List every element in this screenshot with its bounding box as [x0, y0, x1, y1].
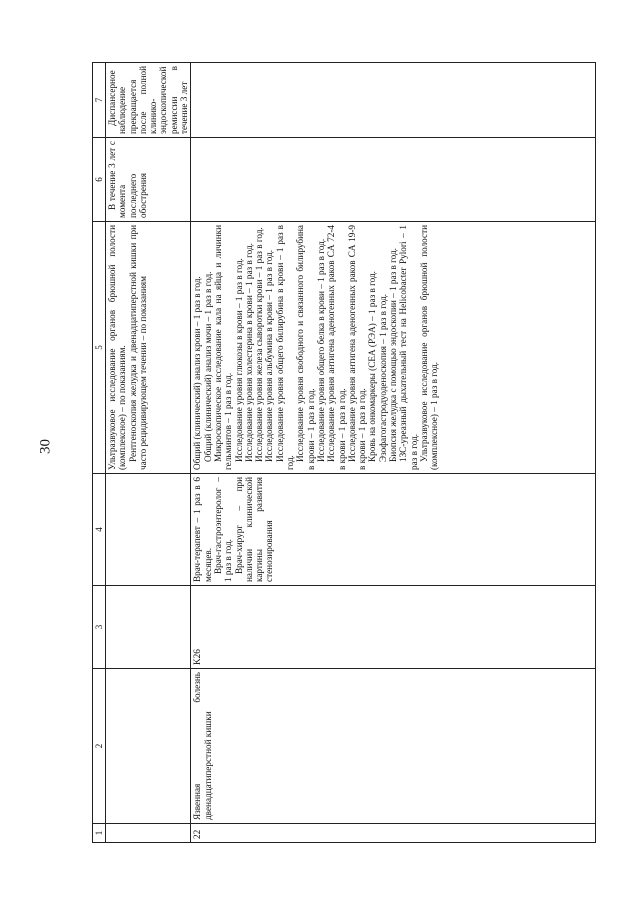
- empty-cell: [106, 669, 191, 824]
- study-item: Эзофагогастродуоденоскопия – 1 раз в год.: [377, 293, 388, 462]
- study-item: Кровь на онкомаркеры (СЕА (РЭА) – 1 раз в год.: [367, 271, 378, 462]
- header-cell: 6: [93, 138, 106, 222]
- disease-name: Язвенная болезнь двенадцатиперстной кишки: [191, 669, 596, 824]
- header-cell: 3: [93, 586, 106, 669]
- continued-studies-cell: [106, 222, 191, 474]
- specialist-item: Врач-терапевт – 1 раз в 6 месяцев.: [192, 477, 213, 582]
- criteria-text: Диспансерное наблюдение прекращается после полной клинико-эндоскопической ремиссии в течение 3 лет: [107, 66, 190, 134]
- table-row: [191, 63, 596, 843]
- specialist-item: Врач-гастроэнтеролог – 1 раз в год.: [212, 477, 234, 582]
- specialists-cell: [191, 474, 596, 586]
- continued-criteria-cell: [106, 63, 191, 138]
- study-item: Ультразвуковое исследование органов брюшной полости (комплексное) – по показаниям.: [107, 225, 128, 470]
- empty-cell: [106, 824, 191, 843]
- criteria-cell: [191, 63, 596, 138]
- study-item: Исследование уровня альбумина в крови – 1 раз в год.: [264, 249, 275, 462]
- study-item: Исследование уровня железа сыворотки крови – 1 раз в год.: [254, 227, 265, 462]
- study-item: Исследование уровня холестерина в крови – 1 раз в год.: [243, 243, 254, 462]
- study-item: Исследование уровня антигена аденогенных раков CA 72-4 в крови – 1 раз в год.: [326, 225, 347, 470]
- study-item: 13С-уреазный дыхательный тест на Helicobacter Pylori – 1 раз в год.: [398, 225, 419, 470]
- header-cell: 1: [93, 824, 106, 843]
- header-cell: 4: [93, 474, 106, 586]
- specialist-item: Врач-хирург – при наличии клинической картины развития стенозирования: [233, 477, 275, 582]
- empty-cell: [106, 474, 191, 586]
- dispensary-table: [92, 62, 596, 843]
- study-item: Биопсия желудка с помощью эндоскопии – 1 раз в год.: [388, 248, 399, 462]
- study-item: Общий (клинический) анализ мочи – 1 раз в год.: [202, 271, 213, 462]
- study-item: Ультразвуковое исследование органов брюшной полости (комплексное) – 1 раз в год.: [418, 225, 440, 470]
- duration-cell: [191, 138, 596, 222]
- continued-duration-cell: [106, 138, 191, 222]
- continuation-row: [106, 63, 191, 843]
- study-item: Рентгеноскопия желудка и двенадцатиперстной кишки при часто рецидивирующем течении – по показаниям: [127, 225, 148, 470]
- study-item: Исследование уровня антигена аденогенных раков CA 19-9 в крови – 1 раз в год.: [346, 225, 368, 470]
- empty-cell: [106, 586, 191, 669]
- icd-code: K26: [191, 586, 596, 669]
- header-cell: 5: [93, 222, 106, 474]
- page-number: 30: [37, 439, 54, 454]
- rotated-table-sheet: [92, 63, 596, 843]
- header-cell: 2: [93, 669, 106, 824]
- study-item: Исследование уровня свободного и связанного билирубина в крови – 1 раз в год.: [295, 225, 316, 470]
- study-item: Исследование уровня глюкозы в крови – 1 раз в год.: [233, 258, 244, 462]
- duration-text: В течение 3 лет с момента последнего обострения: [107, 141, 148, 218]
- studies-cell: [191, 222, 596, 474]
- study-item: Исследование уровня общего билирубина в крови – 1 раз в год.: [274, 225, 296, 470]
- study-item: Микроскопическое исследование кала на яйца и личинки гельминтов – 1 раз в год.: [212, 225, 234, 470]
- row-number: 22: [191, 824, 596, 843]
- column-number-row: [93, 63, 106, 843]
- header-cell: 7: [93, 63, 106, 138]
- study-item: Общий (клинический) анализ крови – 1 раз в год.: [192, 276, 203, 470]
- study-item: Исследование уровня общего белка в крови – 1 раз в год.: [315, 238, 326, 462]
